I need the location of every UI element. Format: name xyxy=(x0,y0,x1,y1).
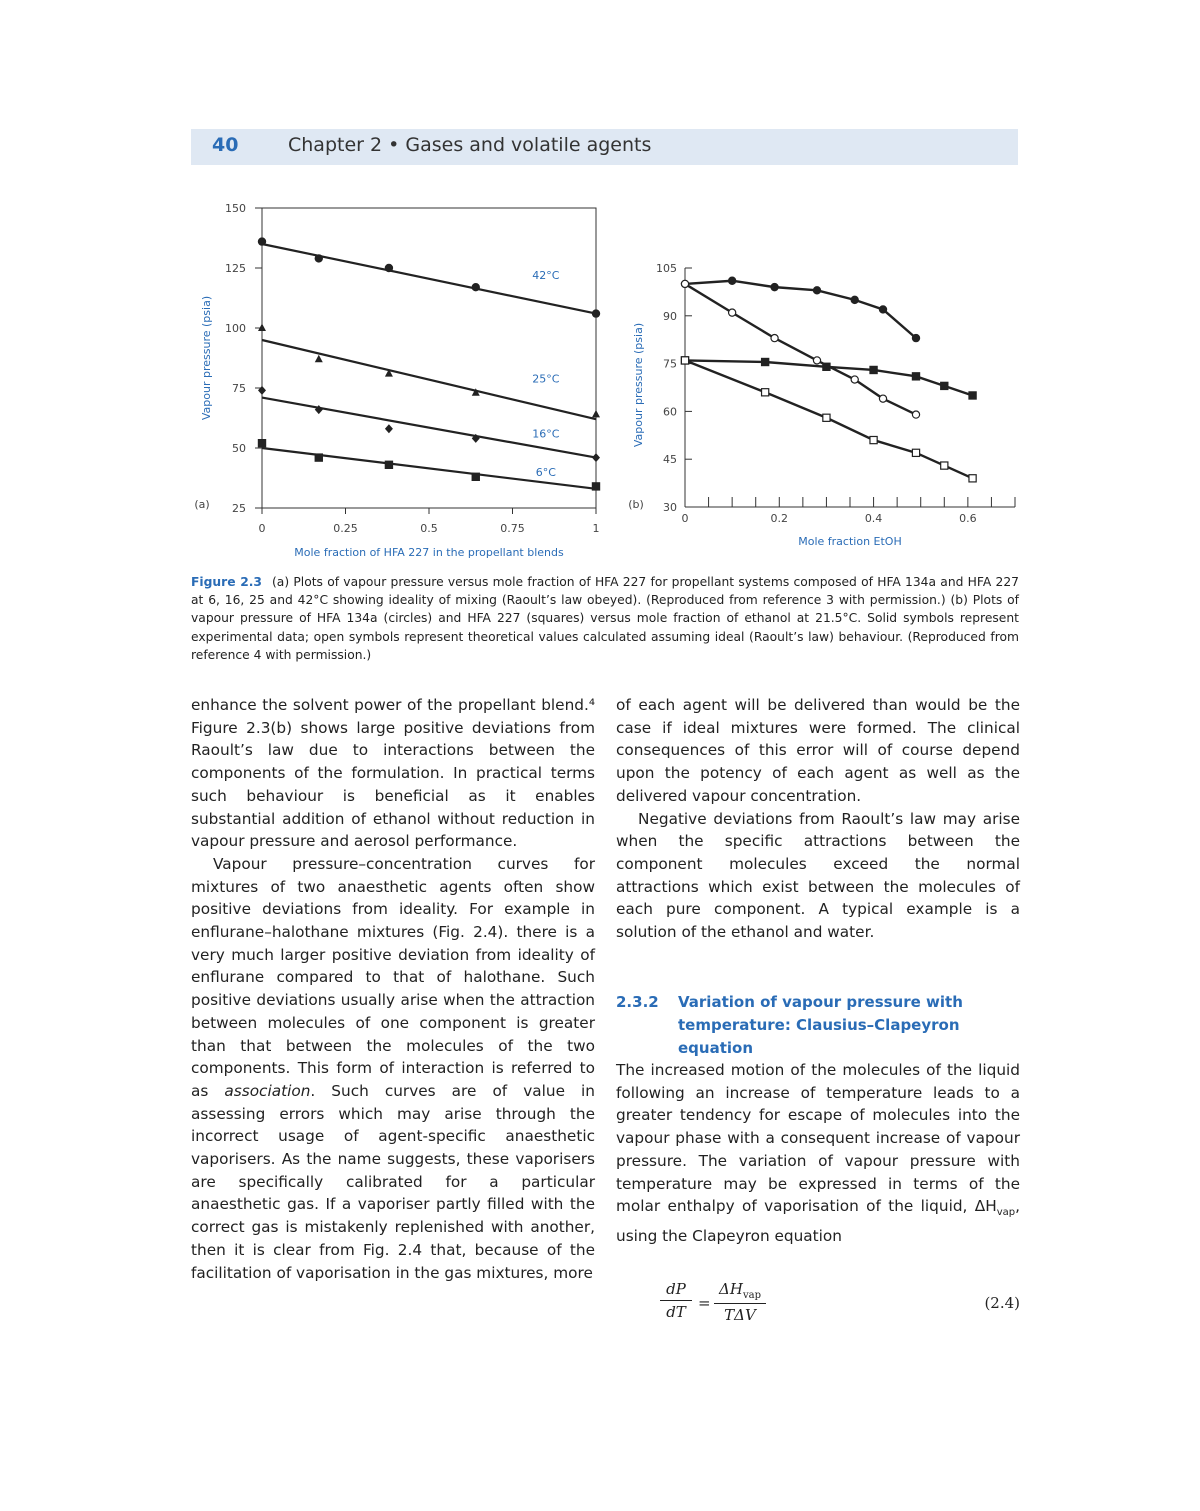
figure-caption xyxy=(191,573,1019,664)
data-point xyxy=(592,410,600,418)
y-tick-label: 25 xyxy=(232,502,246,515)
data-point xyxy=(592,310,599,317)
data-point xyxy=(385,264,392,271)
x-tick-label: 0.6 xyxy=(959,512,977,525)
data-point xyxy=(941,382,948,389)
y-tick-label: 45 xyxy=(663,453,677,467)
data-point xyxy=(912,335,919,342)
x-tick-label: 1 xyxy=(592,522,600,535)
page-number: 40 xyxy=(212,134,239,156)
data-point xyxy=(729,277,736,284)
y-tick-label: 75 xyxy=(232,382,246,395)
series-label: 16°C xyxy=(532,427,560,441)
paragraph: of each agent will be delivered than would be the case if ideal mixtures were formed. The clinical consequences of this error will of course depend upon the potency of each agent as well as the delivered vapour concentration. xyxy=(616,696,1020,805)
paragraph: Negative deviations from Raoult’s law may arise when the specific attractions between the component molecules exceed the normal attractions which exist between the molecules of each pure component. A typical example is a solution of the ethanol and water. xyxy=(616,809,1020,942)
caption-text: (a) Plots of vapour pressure versus mole fraction of HFA 227 for propellant systems composed of HFA 134a and HFA 227 at 6, 16, 25 and 42°C showing ideality of mixing (Raoult’s law obeyed). (Reproduced from reference 3 with permission.) (b) Plots of vapour pressure of HFA 134a (circles) and HFA 227 (squares) versus mole fraction of ethanol at 21.5°C. Solid symbols represent experimental data; open symbols represent theoretical values calculated assuming ideal (Raoult’s law) behaviour. (Reproduced from reference 4 with permission.) xyxy=(191,575,1019,662)
paragraph xyxy=(191,853,595,1284)
equation-2-4 xyxy=(660,1280,1020,1328)
data-point xyxy=(969,392,976,399)
panel-label: (b) xyxy=(628,498,644,511)
paragraph xyxy=(616,1059,1020,1248)
data-point xyxy=(912,411,919,418)
data-point xyxy=(315,255,322,262)
body-column-right-lower xyxy=(616,1059,1020,1248)
series-42°C xyxy=(258,238,599,317)
section-number: 2.3.2 xyxy=(616,993,659,1011)
equation-lhs xyxy=(660,1280,692,1321)
series-label: 25°C xyxy=(532,372,560,386)
x-tick-label: 0.5 xyxy=(420,522,438,535)
data-point xyxy=(681,280,688,287)
x-tick-label: 0 xyxy=(681,512,689,525)
y-tick-label: 150 xyxy=(225,202,246,215)
x-axis-label: Mole fraction EtOH xyxy=(798,535,902,548)
data-point xyxy=(851,376,858,383)
data-point xyxy=(762,389,769,396)
data-point xyxy=(851,296,858,303)
data-point xyxy=(879,395,886,402)
data-point xyxy=(870,436,877,443)
data-point xyxy=(941,462,948,469)
y-tick-label: 30 xyxy=(663,501,677,514)
panel-label: (a) xyxy=(194,498,210,511)
data-point xyxy=(258,324,266,332)
equation-subscript: vap xyxy=(742,1290,761,1301)
body-column-right xyxy=(616,694,1020,944)
data-point xyxy=(813,357,820,364)
chapter-title: Chapter 2 • Gases and volatile agents xyxy=(288,134,652,156)
paragraph-text: , using the Clapeyron equation xyxy=(616,1197,1020,1245)
data-point xyxy=(315,355,323,363)
series-label: 42°C xyxy=(532,269,560,283)
series-label: 6°C xyxy=(535,466,556,479)
data-point xyxy=(258,386,266,395)
data-point xyxy=(681,357,688,364)
x-tick-label: 0.25 xyxy=(333,522,358,535)
y-tick-label: 75 xyxy=(663,357,677,371)
series-4 xyxy=(681,357,976,482)
data-point xyxy=(870,366,877,373)
equation-rhs xyxy=(714,1280,766,1324)
data-point xyxy=(969,475,976,482)
x-tick-label: 0.4 xyxy=(864,512,883,525)
paragraph-text: . Such curves are of value in assessing errors which may arise through the incorrect usage of agent-specific anaesthetic vaporisers. As the name suggests, these vaporisers are specifically calibrated for a particular anaesthetic gas. If a vaporiser partly filled with the correct gas is mistakenly replenished with another, then it is clear from Fig. 2.4 that, because of the facilitation of vaporisation in the gas mixtures, more xyxy=(191,1081,595,1282)
data-point xyxy=(258,440,265,447)
data-point xyxy=(912,449,919,456)
data-point xyxy=(879,306,886,313)
chart-b xyxy=(628,262,1015,548)
equation-rhs-numerator xyxy=(714,1280,766,1304)
y-axis-label: Vapour pressure (psia) xyxy=(632,322,645,448)
data-point xyxy=(729,309,736,316)
y-tick-label: 125 xyxy=(225,262,246,275)
data-point xyxy=(592,453,600,462)
data-point xyxy=(472,473,479,480)
figure-2-3 xyxy=(0,0,1200,570)
data-point xyxy=(823,414,830,421)
y-tick-label: 50 xyxy=(232,442,246,455)
equation-rhs-denominator: TΔV xyxy=(724,1306,756,1324)
y-tick-label: 100 xyxy=(225,322,246,335)
series-16°C xyxy=(258,386,600,462)
data-point xyxy=(771,284,778,291)
y-tick-label: 105 xyxy=(656,262,677,275)
x-tick-label: 0 xyxy=(258,522,266,535)
x-tick-label: 0.75 xyxy=(500,522,525,535)
series-25°C xyxy=(258,324,600,420)
equation-lhs-numerator: dP xyxy=(660,1280,692,1301)
equation-number: (2.4) xyxy=(984,1294,1020,1312)
data-point xyxy=(472,284,479,291)
equation-lhs-denominator: dT xyxy=(666,1303,686,1321)
data-point xyxy=(385,424,393,433)
x-tick-label: 0.2 xyxy=(770,512,789,525)
data-point xyxy=(813,287,820,294)
equation-equals: = xyxy=(698,1294,711,1312)
chart-a xyxy=(194,202,600,559)
data-point xyxy=(912,373,919,380)
y-axis-label: Vapour pressure (psia) xyxy=(200,295,213,421)
series-1 xyxy=(681,277,919,342)
section-title: Variation of vapour pressure with temperature: Clausius–Clapeyron equation xyxy=(678,993,963,1057)
paragraph-text: The increased motion of the molecules of the liquid following an increase of temperature leads to a greater tendency for escape of molecules into the vapour phase with a consequent increase of vapour pressure. The variation of vapour pressure with temperature may be expressed in terms of the molar enthalpy of vaporisation of the liquid, ΔH xyxy=(616,1061,1020,1216)
equation-delta-h: ΔH xyxy=(719,1280,743,1298)
body-column-left xyxy=(191,694,595,1284)
emphasis-term: association xyxy=(224,1081,311,1100)
data-point xyxy=(771,335,778,342)
series-2 xyxy=(681,280,919,418)
data-point xyxy=(315,454,322,461)
plot-frame xyxy=(262,208,596,508)
paragraph-text: Vapour pressure–concentration curves for mixtures of two anaesthetic agents often show positive deviations from ideality. For example in enflurane–halothane mixtures (Fig. 2.4). there is a very much larger positive deviation from ideality of enflurane compared to that of halothane. Such positive deviations usually arise when the attraction between molecules of one component is greater than that between the molecules of the two components. This form of interaction is referred to as xyxy=(191,854,595,1100)
figure-label: Figure 2.3 xyxy=(191,575,262,589)
data-point xyxy=(258,238,265,245)
series-6°C xyxy=(258,440,599,490)
series-3 xyxy=(681,357,976,399)
paragraph: enhance the solvent power of the propellant blend.⁴ Figure 2.3(b) shows large positive deviations from Raoult’s law due to interactions between the components of the formulation. In practical terms such behaviour is beneficial as it enables substantial addition of ethanol without reduction in vapour pressure and aerosol performance. xyxy=(191,696,595,851)
y-tick-label: 90 xyxy=(663,309,677,323)
data-point xyxy=(385,461,392,468)
data-point xyxy=(823,363,830,370)
x-axis-label: Mole fraction of HFA 227 in the propellant blends xyxy=(294,546,564,559)
data-point xyxy=(592,483,599,490)
y-tick-label: 60 xyxy=(663,405,677,419)
subscript: vap xyxy=(996,1207,1016,1219)
data-point xyxy=(762,358,769,365)
